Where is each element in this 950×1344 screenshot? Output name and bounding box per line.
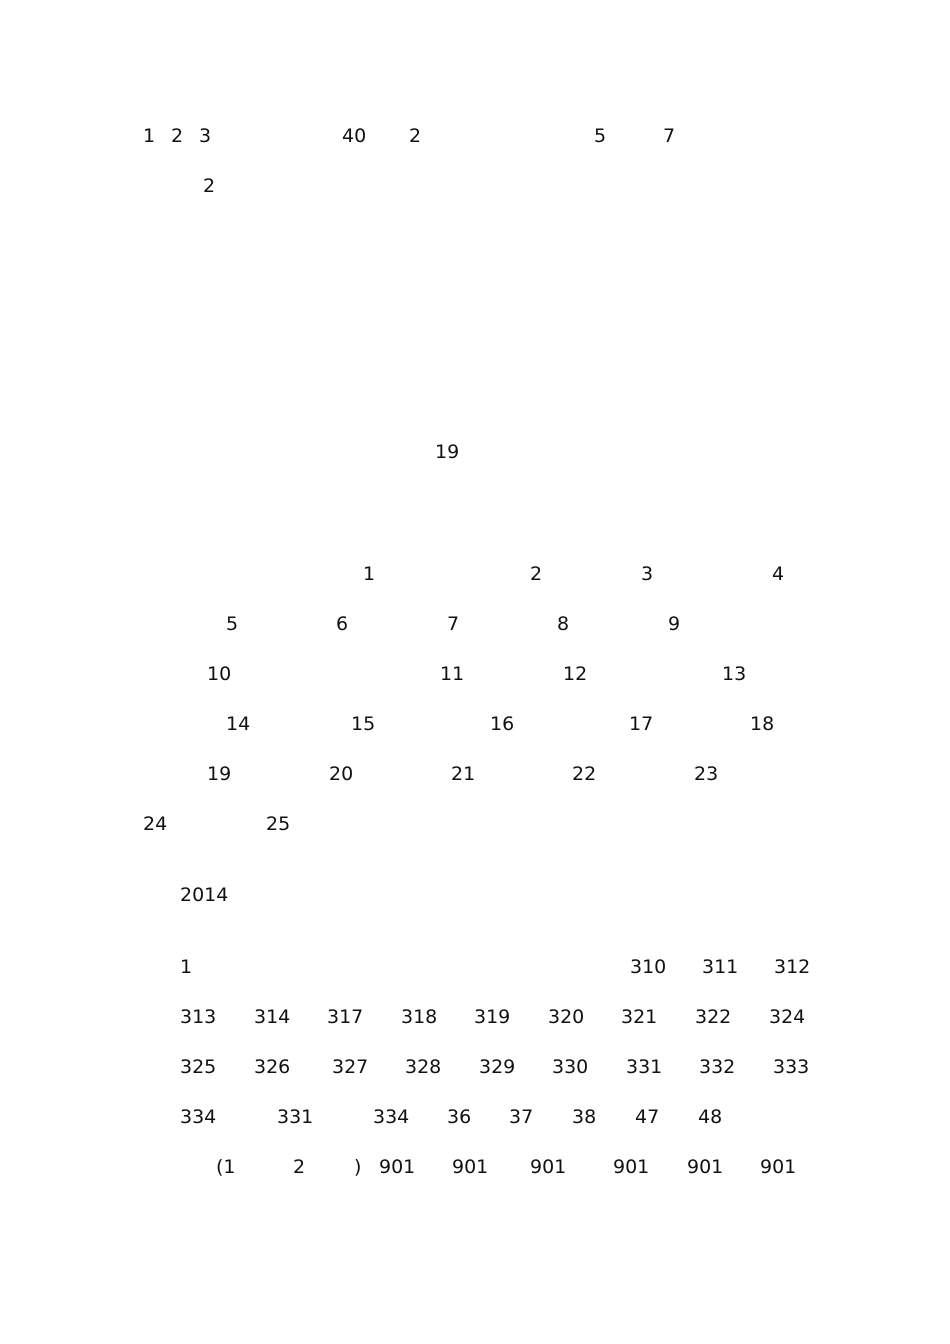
reference-number: 329 (479, 1056, 516, 1078)
reference-number: 328 (405, 1056, 442, 1078)
reference-number: 901 (760, 1156, 797, 1178)
reference-number: 317 (327, 1006, 364, 1028)
reference-number: 37 (509, 1106, 534, 1128)
header-number: 3 (199, 125, 212, 147)
list-number: 18 (750, 713, 775, 735)
reference-number: 38 (572, 1106, 597, 1128)
list-number: 8 (557, 613, 570, 635)
list-number: 21 (451, 763, 476, 785)
reference-number: 320 (548, 1006, 585, 1028)
year-label: 2014 (180, 884, 229, 906)
reference-number: 331 (626, 1056, 663, 1078)
reference-number: 326 (254, 1056, 291, 1078)
list-number: 7 (447, 613, 460, 635)
reference-number: 312 (774, 956, 811, 978)
list-number: 13 (722, 663, 747, 685)
list-number: 19 (207, 763, 232, 785)
center-number: 19 (435, 441, 460, 463)
list-number: 24 (143, 813, 168, 835)
reference-number: ) (354, 1156, 362, 1178)
header-number: 2 (203, 175, 216, 197)
reference-number: 319 (474, 1006, 511, 1028)
reference-number: 901 (530, 1156, 567, 1178)
reference-number: 330 (552, 1056, 589, 1078)
reference-number: 313 (180, 1006, 217, 1028)
reference-number: 334 (180, 1106, 217, 1128)
list-number: 12 (563, 663, 588, 685)
list-number: 9 (668, 613, 681, 635)
reference-number: 331 (277, 1106, 314, 1128)
reference-number: 901 (687, 1156, 724, 1178)
reference-number: 334 (373, 1106, 410, 1128)
reference-number: 333 (773, 1056, 810, 1078)
list-number: 2 (530, 563, 543, 585)
list-number: 25 (266, 813, 291, 835)
reference-number: 901 (452, 1156, 489, 1178)
list-number: 14 (226, 713, 251, 735)
reference-number: 1 (180, 956, 193, 978)
list-number: 15 (351, 713, 376, 735)
header-number: 1 (143, 125, 156, 147)
list-number: 6 (336, 613, 349, 635)
list-number: 16 (490, 713, 515, 735)
reference-number: 325 (180, 1056, 217, 1078)
header-number: 5 (594, 125, 607, 147)
reference-number: 47 (635, 1106, 660, 1128)
reference-number: 322 (695, 1006, 732, 1028)
reference-number: 901 (613, 1156, 650, 1178)
header-number: 2 (409, 125, 422, 147)
list-number: 3 (641, 563, 654, 585)
reference-number: 327 (332, 1056, 369, 1078)
list-number: 11 (440, 663, 465, 685)
list-number: 4 (772, 563, 785, 585)
reference-number: 48 (698, 1106, 723, 1128)
header-number: 40 (342, 125, 367, 147)
header-number: 7 (663, 125, 676, 147)
list-number: 10 (207, 663, 232, 685)
header-number: 2 (171, 125, 184, 147)
list-number: 17 (629, 713, 654, 735)
reference-number: 2 (293, 1156, 306, 1178)
reference-number: 310 (630, 956, 667, 978)
list-number: 1 (363, 563, 376, 585)
list-number: 22 (572, 763, 597, 785)
reference-number: 901 (379, 1156, 416, 1178)
list-number: 5 (226, 613, 239, 635)
reference-number: 36 (447, 1106, 472, 1128)
reference-number: 311 (702, 956, 739, 978)
reference-number: (1 (216, 1156, 236, 1178)
reference-number: 324 (769, 1006, 806, 1028)
list-number: 20 (329, 763, 354, 785)
reference-number: 314 (254, 1006, 291, 1028)
reference-number: 332 (699, 1056, 736, 1078)
list-number: 23 (694, 763, 719, 785)
reference-number: 321 (621, 1006, 658, 1028)
reference-number: 318 (401, 1006, 438, 1028)
